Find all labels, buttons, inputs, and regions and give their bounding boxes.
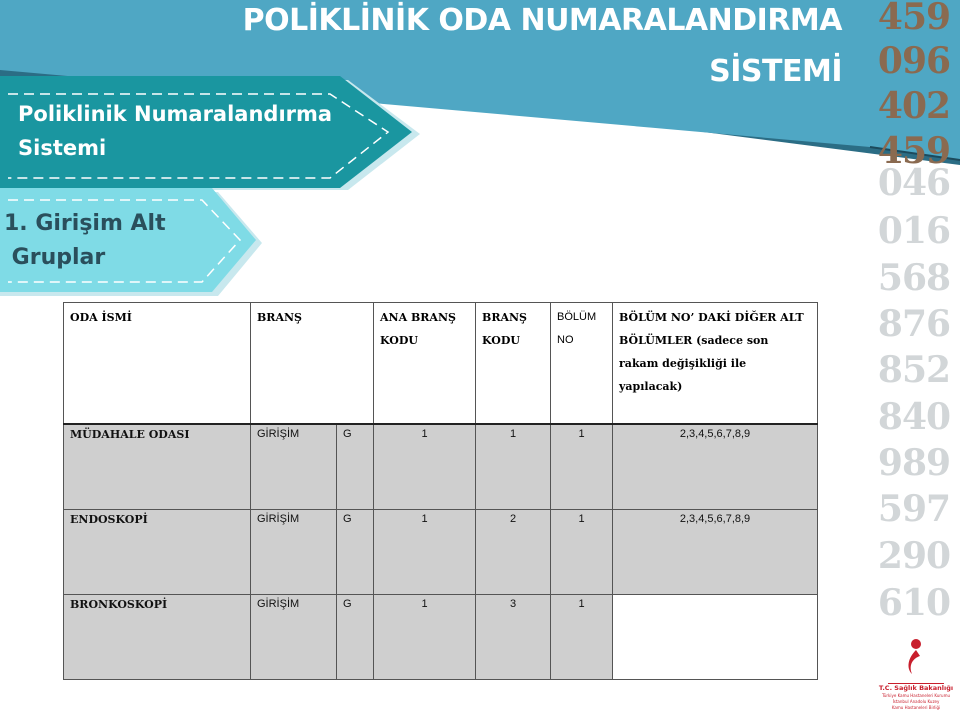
number-item: 840	[877, 396, 951, 438]
number-item: 459	[877, 130, 951, 172]
header-brans: BRANŞ	[251, 303, 374, 425]
cell-brans: GİRİŞİM	[251, 595, 337, 680]
cell-ana: 1	[374, 595, 476, 680]
table-row	[64, 595, 818, 680]
header-ana-brans-kodu: ANA BRANŞ KODU	[374, 303, 476, 425]
cell-diger: 2,3,4,5,6,7,8,9	[613, 510, 818, 595]
number-item: 459	[877, 0, 951, 38]
cell-ana: 1	[374, 510, 476, 595]
table-row	[64, 510, 818, 595]
logo-line4: Kamu Hastaneleri Birliği	[891, 705, 941, 710]
cell-bolum: 1	[551, 424, 613, 510]
cell-ana: 1	[374, 424, 476, 510]
subsection-title-line1: 1. Girişim Alt	[4, 211, 166, 236]
subsection-title-line2: Gruplar	[4, 245, 106, 270]
cell-kod: G	[337, 595, 374, 680]
header-bolum-no: BÖLÜM NO	[551, 303, 613, 425]
number-item: 016	[877, 210, 951, 252]
ministry-logo	[876, 628, 956, 716]
number-item: 597	[877, 488, 951, 530]
cell-bolum: 1	[551, 595, 613, 680]
number-item: 852	[877, 349, 951, 391]
header-diger-bolumler: BÖLÜM NO’ DAKİ DİĞER ALT BÖLÜMLER (sadece son rakam değişikliği ile yapılacak)	[613, 303, 818, 425]
number-item: 610	[877, 582, 951, 620]
number-item: 290	[877, 535, 951, 577]
number-item: 876	[877, 303, 951, 345]
section-title	[18, 97, 358, 165]
section-title-line2: Sistemi	[18, 136, 107, 160]
table-row	[64, 424, 818, 510]
cell-oda: MÜDAHALE ODASI	[64, 424, 251, 510]
section-title-line1: Poliklinik Numaralandırma	[18, 102, 333, 126]
header-oda-ismi: ODA İSMİ	[64, 303, 251, 425]
cell-brans: GİRİŞİM	[251, 510, 337, 595]
number-item: 402	[877, 85, 951, 127]
room-numbering-table	[63, 302, 818, 680]
cell-diger	[613, 595, 818, 680]
cell-brans-kodu: 1	[476, 424, 551, 510]
page-title-line1: POLİKLİNİK ODA NUMARALANDIRMA	[242, 3, 842, 38]
cell-brans: GİRİŞİM	[251, 424, 337, 510]
header-brans-kodu: BRANŞ KODU	[476, 303, 551, 425]
logo-line1: T.C. Sağlık Bakanlığı	[878, 684, 954, 692]
page-title-line2: SİSTEMİ	[709, 54, 842, 89]
number-item: 989	[877, 442, 951, 484]
cell-oda: BRONKOSKOPİ	[64, 595, 251, 680]
cell-kod: G	[337, 510, 374, 595]
table-header-row	[64, 303, 818, 425]
cell-diger: 2,3,4,5,6,7,8,9	[613, 424, 818, 510]
cell-brans-kodu: 3	[476, 595, 551, 680]
cell-bolum: 1	[551, 510, 613, 595]
subsection-title	[4, 207, 204, 275]
cell-oda: ENDOSKOPİ	[64, 510, 251, 595]
number-item: 568	[877, 257, 951, 299]
cell-kod: G	[337, 424, 374, 510]
logo-line2: Türkiye Kamu Hastaneleri Kurumu	[881, 693, 951, 698]
number-item: 096	[877, 40, 951, 82]
cell-brans-kodu: 2	[476, 510, 551, 595]
logo-line3: İstanbul Anadolu Kuzey	[892, 699, 940, 704]
number-item: 046	[877, 162, 951, 204]
number-column	[868, 0, 960, 620]
